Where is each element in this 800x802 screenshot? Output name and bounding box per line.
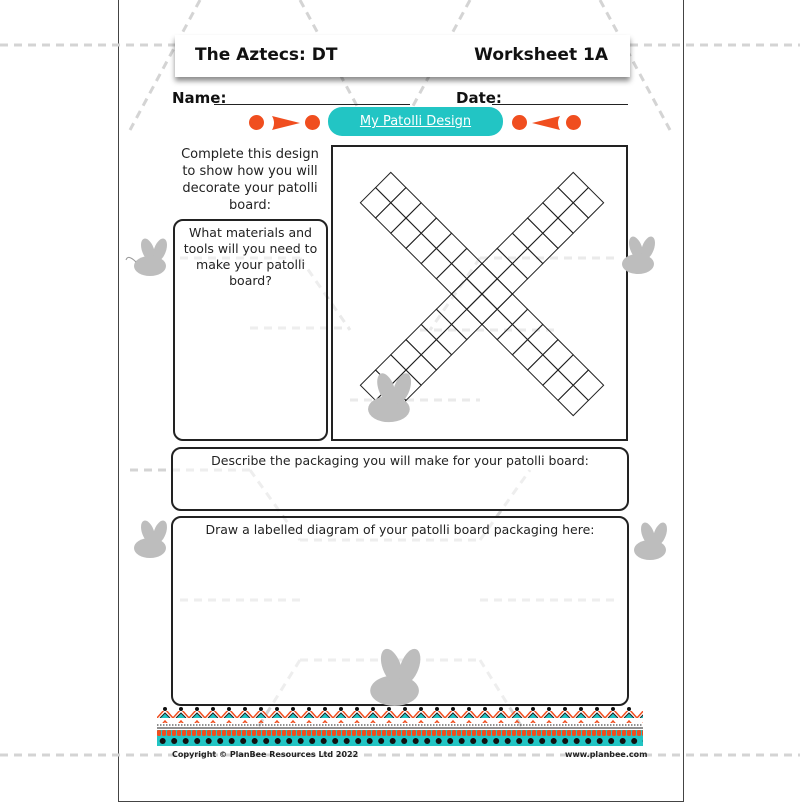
board-cell[interactable] bbox=[512, 218, 542, 248]
board-cell[interactable] bbox=[482, 309, 512, 339]
board-cell[interactable] bbox=[376, 172, 406, 202]
board-cell[interactable] bbox=[391, 188, 421, 218]
board-cell[interactable] bbox=[497, 233, 527, 263]
board-cell[interactable] bbox=[528, 355, 558, 385]
board-cell[interactable] bbox=[497, 324, 527, 354]
board-cell[interactable] bbox=[482, 279, 512, 309]
bee-watermark-icon bbox=[124, 518, 170, 564]
packaging-prompt: Describe the packaging you will make for your patolli board: bbox=[211, 453, 589, 468]
board-cell[interactable] bbox=[558, 385, 588, 415]
bee-watermark-icon bbox=[355, 645, 425, 715]
board-cell[interactable] bbox=[436, 324, 466, 354]
board-cell[interactable] bbox=[467, 294, 497, 324]
board-cell[interactable] bbox=[452, 279, 482, 309]
materials-prompt: What materials and tools will you need to make your patolli board? bbox=[183, 225, 318, 288]
board-cell[interactable] bbox=[436, 264, 466, 294]
board-cell[interactable] bbox=[543, 188, 573, 218]
board-cell[interactable] bbox=[482, 248, 512, 278]
packaging-description-box[interactable] bbox=[171, 447, 629, 511]
board-cell[interactable] bbox=[512, 248, 542, 278]
decorative-dot bbox=[249, 115, 264, 130]
board-cell[interactable] bbox=[452, 309, 482, 339]
board-cell[interactable] bbox=[421, 309, 451, 339]
decorative-dot bbox=[566, 115, 581, 130]
board-cell[interactable] bbox=[512, 340, 542, 370]
bee-watermark-icon bbox=[624, 520, 670, 566]
instructions-text: Complete this design to show how you will decorate your patolli board: bbox=[181, 147, 319, 213]
board-cell[interactable] bbox=[528, 233, 558, 263]
board-cell[interactable] bbox=[467, 264, 497, 294]
worksheet-number: Worksheet 1A bbox=[474, 45, 608, 65]
board-cell[interactable] bbox=[360, 188, 390, 218]
board-cell[interactable] bbox=[543, 218, 573, 248]
board-cell[interactable] bbox=[436, 294, 466, 324]
header-banner bbox=[175, 35, 630, 77]
decorative-dot bbox=[305, 115, 320, 130]
board-cell[interactable] bbox=[391, 218, 421, 248]
board-cell[interactable] bbox=[391, 340, 421, 370]
name-label: Name: bbox=[172, 89, 227, 107]
board-cell[interactable] bbox=[497, 294, 527, 324]
board-cell[interactable] bbox=[528, 203, 558, 233]
board-cell[interactable] bbox=[558, 355, 588, 385]
name-field[interactable] bbox=[214, 104, 410, 105]
board-cell[interactable] bbox=[512, 309, 542, 339]
board-cell[interactable] bbox=[452, 279, 482, 309]
board-cell[interactable] bbox=[467, 264, 497, 294]
decorative-arrow-left-icon bbox=[530, 114, 562, 132]
date-label: Date: bbox=[456, 89, 502, 107]
board-cell[interactable] bbox=[421, 340, 451, 370]
board-cell[interactable] bbox=[421, 218, 451, 248]
section-title-pill: My Patolli Design bbox=[328, 107, 503, 136]
board-cell[interactable] bbox=[452, 248, 482, 278]
worksheet-topic-title: The Aztecs: DT bbox=[195, 45, 338, 65]
board-cell[interactable] bbox=[543, 370, 573, 400]
board-cell[interactable] bbox=[528, 324, 558, 354]
materials-answer-box[interactable] bbox=[173, 219, 328, 441]
board-cell[interactable] bbox=[376, 203, 406, 233]
board-cell[interactable] bbox=[406, 324, 436, 354]
board-cell[interactable] bbox=[406, 203, 436, 233]
bee-watermark-icon bbox=[124, 236, 170, 282]
board-cell[interactable] bbox=[406, 233, 436, 263]
bee-watermark-icon bbox=[612, 234, 658, 280]
bee-watermark-icon bbox=[355, 370, 415, 430]
board-cell[interactable] bbox=[573, 370, 603, 400]
board-cell[interactable] bbox=[558, 172, 588, 202]
board-cell[interactable] bbox=[482, 279, 512, 309]
copyright-text: Copyright © PlanBee Resources Ltd 2022 bbox=[172, 750, 359, 759]
board-cell[interactable] bbox=[497, 264, 527, 294]
date-field[interactable] bbox=[492, 104, 628, 105]
decorative-arrow-right-icon bbox=[270, 114, 302, 132]
website-link[interactable]: www.planbee.com bbox=[565, 750, 648, 759]
board-cell[interactable] bbox=[558, 203, 588, 233]
decorative-dot bbox=[512, 115, 527, 130]
board-cell[interactable] bbox=[436, 233, 466, 263]
board-cell[interactable] bbox=[467, 294, 497, 324]
board-cell[interactable] bbox=[421, 248, 451, 278]
board-cell[interactable] bbox=[573, 188, 603, 218]
board-cell[interactable] bbox=[543, 340, 573, 370]
diagram-prompt: Draw a labelled diagram of your patolli board packaging here: bbox=[205, 522, 595, 537]
